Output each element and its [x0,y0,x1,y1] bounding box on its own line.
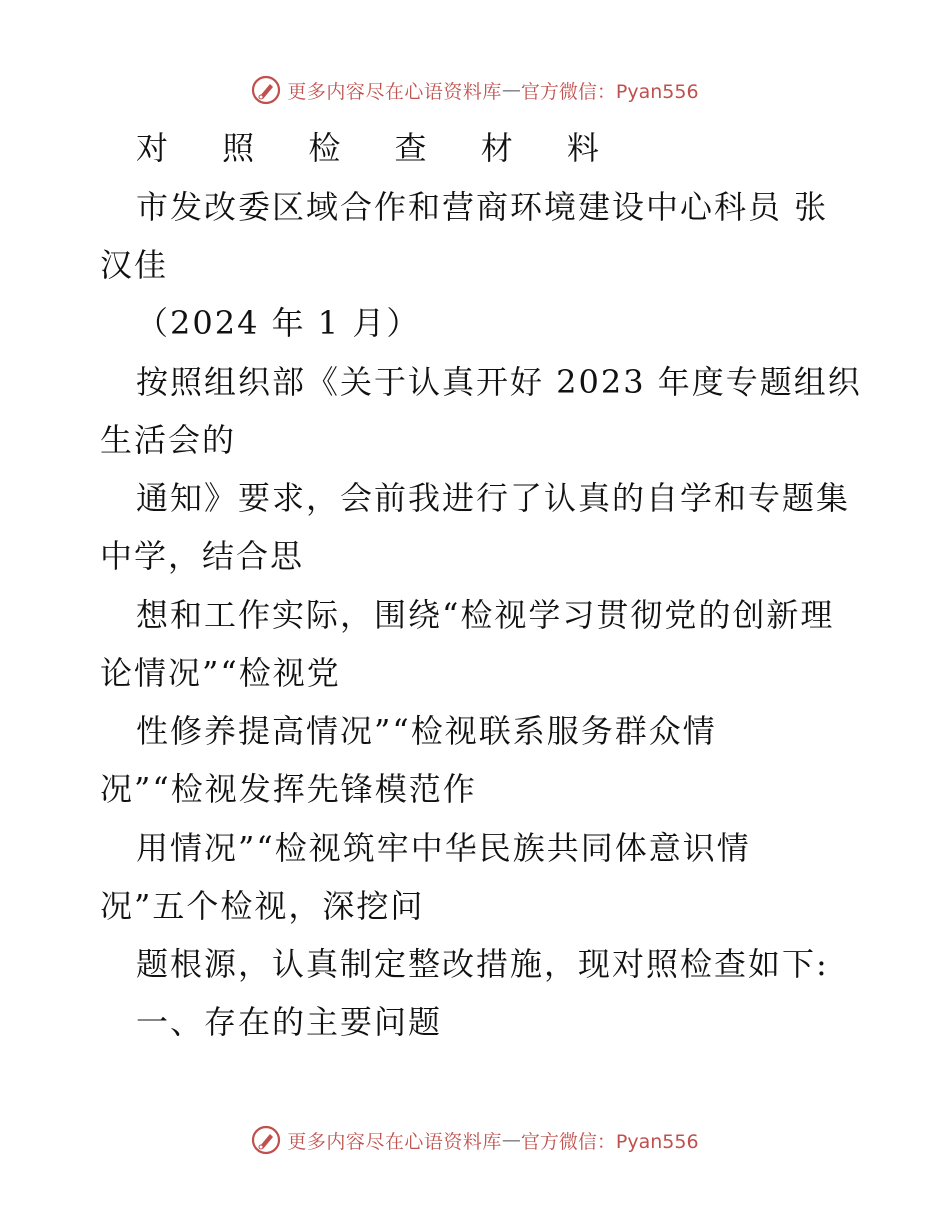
paragraph-line: 况”“检视发挥先锋模范作 [100,770,477,808]
header-banner [0,70,950,110]
banner-text: 更多内容尽在心语资料库 [287,80,502,103]
paragraph-line: 中学，结合思 [100,537,305,575]
paragraph-line: 用情况”“检视筑牢中华民族共同体意识情 [136,829,751,867]
footer-banner [0,1120,950,1160]
section-heading: 一、存在的主要问题 [136,1003,443,1041]
paragraph-line: 题根源，认真制定整改措施，现对照检查如下: [136,945,829,983]
paragraph-line: 性修养提高情况”“检视联系服务群众情 [136,712,717,750]
banner-separator: — [501,79,521,101]
banner-text: 更多内容尽在心语资料库 [287,1130,502,1153]
paragraph-line: 通知》要求，会前我进行了认真的自学和专题集 [136,479,851,517]
paragraph-line: 想和工作实际，围绕“检视学习贯彻党的创新理 [136,596,835,634]
author-line-1: 市发改委区域合作和营商环境建设中心科员 张 [136,188,829,226]
banner-contact: 官方微信：Pyan556 [520,1130,699,1153]
paragraph-line: 论情况”“检视党 [100,654,341,692]
banner-contact: 官方微信：Pyan556 [520,80,699,103]
document-title: 对 照 检 查 材 料 [136,129,621,167]
pen-logo-icon [251,1125,281,1155]
author-line-2: 汉佳 [100,246,169,284]
paragraph-line: 按照组织部《关于认真开好 2023 年度专题组织 [136,363,862,401]
paragraph-line: 生活会的 [100,421,237,459]
document-date: （2024 年 1 月） [136,304,421,342]
pen-logo-icon [251,75,281,105]
paragraph-line: 况”五个检视，深挖问 [100,887,425,925]
banner-separator: — [501,1129,521,1151]
